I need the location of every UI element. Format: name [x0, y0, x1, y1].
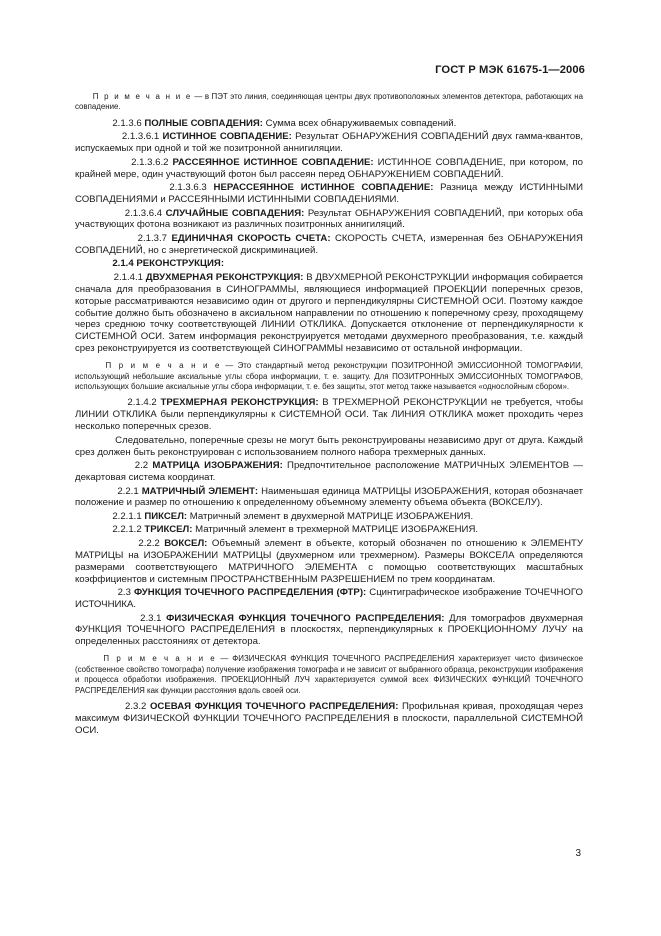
clause-2-2-1-1: [75, 511, 583, 523]
clause-term: СЛУЧАЙНЫЕ СОВПАДЕНИЯ:: [165, 207, 305, 219]
clause-term: ЕДИНИЧНАЯ СКОРОСТЬ СЧЕТА:: [171, 232, 331, 244]
page-number: 3: [575, 848, 581, 859]
clause-2-1-4-2: [75, 397, 583, 433]
clause-number: 2.1.4.2: [127, 397, 161, 409]
clause-number: 2.3.1: [140, 612, 167, 624]
clause-text: Сумма всех обнаруживаемых совпадений.: [263, 117, 457, 129]
clause-2-2: [75, 460, 583, 484]
clause-2-3-2: [75, 701, 583, 737]
note-text: — Это стандартный метод реконструкции ПОЗИТРОННОЙ ЭМИССИОННОЙ ТОМОГРАФИИ, использующий небольшие аксиальные углы сбора информации, т. е. защиту. Для ПОЗИТРОННЫХ ЭМИССИОННЫХ ТОМОГРАФОВ, использующих большие аксиальные углы сбора информации, т. е. без защиты, этот метод также называется «однослойным сбором».: [75, 361, 583, 391]
clause-number: 2.1.4.1: [113, 271, 146, 283]
clause-2-1-3-7: [75, 233, 583, 257]
note-2: [75, 361, 583, 392]
clause-2-2-1-2: [75, 524, 583, 536]
clause-number: 2.2.1.1: [112, 510, 145, 522]
clause-term: ПИКСЕЛ:: [144, 510, 188, 522]
clause-text: Сцинтиграфическое изображение ТОЧЕЧНОГО ИСТОЧНИКА.: [75, 587, 583, 611]
document-header: ГОСТ Р МЭК 61675-1—2006: [435, 64, 585, 76]
clause-number: 2.3: [117, 587, 134, 599]
note-1: [75, 92, 583, 113]
clause-2-1-4: [75, 258, 583, 270]
clause-term: ТРИКСЕЛ:: [144, 524, 193, 536]
clause-number: 2.1.3.6.2: [131, 156, 173, 168]
note-text: — ФИЗИЧЕСКАЯ ФУНКЦИЯ ТОЧЕЧНОГО РАСПРЕДЕЛЕНИЯ характеризует чисто физическое (собственное свойство томографа) получение изображения томографа и не зависит от выбранного образца, реконструкции изображения и процесса обработки изображения. ПРОЕКЦИОННЫЙ ЛУЧ характеризуется суммой всех ФИЗИЧЕСКИХ ФУНКЦИЙ ТОЧЕЧНОГО РАСПРЕДЕЛЕНИЯ как функции расстояния вдоль своей оси.: [75, 654, 583, 695]
clause-term: РЕКОНСТРУКЦИЯ:: [136, 258, 225, 270]
clause-number: 2.1.3.6: [112, 117, 145, 129]
paragraph-consequently: [75, 435, 583, 459]
document-body: [75, 92, 583, 738]
clause-text: Наименьшая единица МАТРИЦЫ ИЗОБРАЖЕНИЯ, которая обозначает положение и размер по отношению к определенному объемному элементу объема объекта (ВОКСЕЛУ).: [75, 485, 583, 509]
clause-term: ВОКСЕЛ:: [164, 537, 208, 549]
clause-text: Матричный элемент в двухмерной МАТРИЦЕ ИЗОБРАЖЕНИЯ.: [187, 510, 474, 522]
clause-term: НЕРАССЕЯННОЕ ИСТИННОЕ СОВПАДЕНИЕ:: [213, 182, 434, 194]
clause-term: ТРЕХМЕРНАЯ РЕКОНСТРУКЦИЯ:: [160, 397, 319, 409]
clause-2-1-3-6-2: [75, 157, 583, 181]
clause-2-1-3-6-3: [75, 182, 583, 206]
clause-text: Предпочтительное расположение МАТРИЧНЫХ ЭЛЕМЕНТОВ — декартовая система координат.: [75, 460, 583, 484]
clause-term: МАТРИЧНЫЙ ЭЛЕМЕНТ:: [141, 485, 259, 497]
clause-text: Результат ОБНАРУЖЕНИЯ СОВПАДЕНИЙ двух гамма-квантов, испускаемых при одной и той же позитронной аннигиляции.: [75, 131, 583, 155]
clause-term: ДВУХМЕРНАЯ РЕКОНСТРУКЦИЯ:: [145, 271, 304, 283]
clause-number: 2.2: [134, 460, 153, 472]
clause-2-1-3-6: [75, 118, 583, 130]
clause-number: 2.1.3.6.1: [121, 131, 163, 143]
clause-2-3: [75, 587, 583, 611]
clause-2-1-4-1: [75, 272, 583, 355]
note-label: П р и м е ч а н и е: [92, 92, 192, 101]
clause-number: 2.2.1: [117, 485, 142, 497]
clause-term: ПОЛНЫЕ СОВПАДЕНИЯ:: [144, 117, 263, 129]
clause-term: ФИЗИЧЕСКАЯ ФУНКЦИЯ ТОЧЕЧНОГО РАСПРЕДЕЛЕНИЯ:: [166, 612, 445, 624]
clause-number: 2.1.3.6.3: [169, 182, 214, 194]
clause-term: ОСЕВАЯ ФУНКЦИЯ ТОЧЕЧНОГО РАСПРЕДЕЛЕНИЯ:: [149, 700, 399, 712]
clause-2-2-2: [75, 538, 583, 586]
note-3: [75, 654, 583, 696]
clause-text: Объемный элемент в объекте, который обозначен по отношению к ЭЛЕМЕНТУ МАТРИЦЫ на ИЗОБРАЖЕНИИ МАТРИЦЫ (двухмерном или трехмерном). Размеры ВОКСЕЛА определяются размерами соответствующего МАТРИЧНОГО ЭЛЕМЕНТА с помощью соответствующих масштабных коэффициентов и системным ПРОСТРАНСТВЕННЫМ РАЗРЕШЕНИЕМ по трем координатам.: [75, 537, 583, 585]
clause-number: 2.1.3.7: [137, 232, 172, 244]
clause-number: 2.2.2: [138, 537, 165, 549]
clause-text: Для томографов двухмерная ФУНКЦИЯ ТОЧЕЧНОГО РАСПРЕДЕЛЕНИЯ в плоскостях, перпендикулярных к ПРОЕКЦИОННОМУ ЛУЧУ на определенных расстояниях от детектора.: [75, 612, 583, 648]
clause-text: СКОРОСТЬ СЧЕТА, измеренная без ОБНАРУЖЕНИЯ СОВПАДЕНИЙ, но с энергетической дискриминацией.: [75, 232, 583, 256]
clause-2-3-1: [75, 613, 583, 649]
note-text: — в ПЭТ это линия, соединяющая центры двух противоположных элементов детектора, работающих на совпадение.: [75, 92, 583, 112]
clause-text: Матричный элемент в трехмерной МАТРИЦЕ ИЗОБРАЖЕНИЯ.: [192, 524, 479, 536]
note-label: П р и м е ч а н и е: [103, 654, 217, 664]
clause-number: 2.1.3.6.4: [124, 207, 166, 219]
clause-text: Разница между ИСТИННЫМИ СОВПАДЕНИЯМИ и РАССЕЯННЫМИ ИСТИННЫМИ СОВПАДЕНИЯМИ.: [75, 182, 583, 206]
clause-number: 2.3.2: [125, 700, 150, 712]
clause-2-2-1: [75, 486, 583, 510]
clause-text: Профильная кривая, проходящая через максимум ФИЗИЧЕСКОЙ ФУНКЦИИ ТОЧЕЧНОГО РАСПРЕДЕЛЕНИЯ в плоскости, параллельной СИСТЕМНОЙ ОСИ.: [75, 700, 583, 736]
clause-text: ИСТИННОЕ СОВПАДЕНИЕ, при котором, по крайней мере, один участвующий фотон был рассеян перед ОБНАРУЖЕНИЕМ СОВПАДЕНИЙ.: [75, 156, 583, 180]
clause-number: 2.2.1.2: [112, 524, 145, 536]
clause-text: В ДВУХМЕРНОЙ РЕКОНСТРУКЦИИ информация собирается сначала для преобразования в СИНОГРАММЫ, являющиеся информацией ПРОЕКЦИИ поперечных срезов, которые рассматриваются независимо один от другого и перпендикулярны СИСТЕМНОЙ ОСИ. Поэтому каждое событие должно быть обозначено в аксиальном направлении по отношению к поперечному срезу, проходящему через среднюю точку соответствующей ЛИНИИ ОТКЛИКА. Допускается отклонение от перпендикулярности к СИСТЕМНОЙ ОСИ. Затем информация реконструируется методами двухмерного преобразования, т.е. каждый срез реконструируется из соответствующей СИНОГРАММЫ независимо от остальной информации.: [75, 271, 583, 355]
note-label: П р и м е ч а н и е: [105, 361, 221, 371]
clause-text: В ТРЕХМЕРНОЙ РЕКОНСТРУКЦИИ не требуется, чтобы ЛИНИИ ОТКЛИКА были перпендикулярны к СИСТЕМНОЙ ОСИ. Так ЛИНИЯ ОТКЛИКА может проходить через несколько поперечных срезов.: [75, 397, 583, 433]
clause-2-1-3-6-4: [75, 208, 583, 232]
clause-number: 2.1.4: [112, 258, 137, 270]
clause-text: Результат ОБНАРУЖЕНИЯ СОВПАДЕНИЙ, при которых оба участвующих фотона возникают из различных позитронных аннигиляций.: [75, 207, 584, 231]
paragraph-text: Следовательно, поперечные срезы не могут быть реконструированы независимо друг от друга. Каждый срез должен быть реконструирован с использованием полного набора трехмерных данных.: [75, 434, 583, 458]
clause-term: ИСТИННОЕ СОВПАДЕНИЕ:: [162, 131, 292, 143]
clause-2-1-3-6-1: [75, 131, 583, 155]
clause-term: РАССЕЯННОЕ ИСТИННОЕ СОВПАДЕНИЕ:: [172, 156, 374, 168]
clause-term: МАТРИЦА ИЗОБРАЖЕНИЯ:: [152, 460, 283, 472]
clause-term: ФУНКЦИЯ ТОЧЕЧНОГО РАСПРЕДЕЛЕНИЯ (ФТР):: [133, 587, 367, 599]
